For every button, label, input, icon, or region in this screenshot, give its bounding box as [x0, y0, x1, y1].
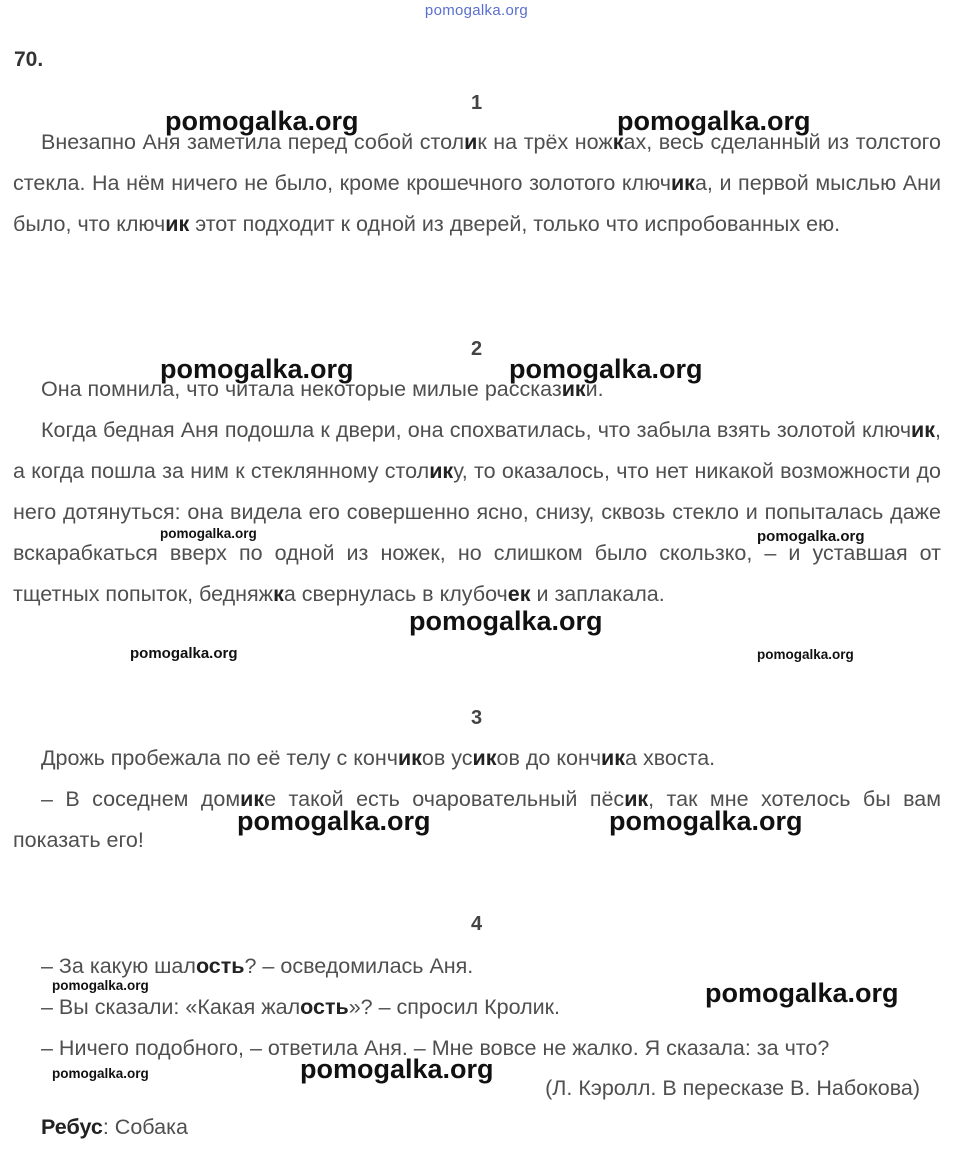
watermark: pomogalka.org — [609, 806, 803, 836]
watermark: pomogalka.org — [757, 647, 854, 662]
bold-suffix: к — [612, 130, 624, 154]
watermark: pomogalka.org — [160, 354, 354, 384]
watermark: pomogalka.org — [509, 354, 703, 384]
watermark: pomogalka.org — [409, 606, 603, 636]
bold-suffix: ик — [561, 377, 586, 401]
bold-suffix: к — [273, 582, 284, 606]
bold-suffix: ость — [195, 954, 245, 978]
rebus-value: : Собака — [102, 1115, 188, 1139]
section-number-3: 3 — [470, 707, 483, 729]
watermark: pomogalka.org — [52, 978, 149, 993]
bold-suffix: ик — [429, 459, 454, 483]
exercise-number: 70. — [14, 48, 44, 71]
citation: (Л. Кэролл. В пересказе В. Набокова) — [545, 1076, 920, 1100]
bold-suffix: и — [464, 130, 478, 154]
bold-suffix: ик — [624, 787, 649, 811]
bold-suffix: ик — [240, 787, 265, 811]
section-3-paragraph-1: Дрожь пробежала по её телу с кончиков усиков до кончика хвоста. — [41, 746, 716, 770]
rebus-label: Ребус — [41, 1115, 103, 1139]
watermark: pomogalka.org — [130, 645, 238, 662]
dialogue-line-1: – За какую шалость? – осведомилась Аня. — [41, 954, 474, 978]
watermark: pomogalka.org — [52, 1066, 149, 1081]
watermark: pomogalka.org — [300, 1054, 494, 1084]
watermark: pomogalka.org — [617, 106, 811, 136]
bold-suffix: ик — [601, 746, 626, 770]
watermark: pomogalka.org — [757, 528, 865, 545]
site-link[interactable]: pomogalka.org — [424, 2, 529, 19]
bold-suffix: ек — [507, 582, 531, 606]
bold-suffix: ик — [472, 746, 497, 770]
dialogue-line-3: – Ничего подобного, – ответила Аня. – Мне вовсе не жалко. Я сказала: за что? — [41, 1036, 830, 1060]
dialogue-line-2: – Вы сказали: «Какая жалость»? – спросил Кролик. — [41, 995, 561, 1019]
bold-suffix: ик — [670, 171, 695, 195]
section-1-paragraph: Внезапно Аня заметила перед собой столик на трёх ножках, весь сделанный из толстого стекла. На нём ничего не было, кроме крошечного золотого ключика, и первой мыслью Ани было, что ключик этот подходит к одной из дверей, только что испробованных ею. — [13, 130, 941, 236]
section-number-2: 2 — [470, 338, 483, 360]
watermark: pomogalka.org — [237, 806, 431, 836]
watermark: pomogalka.org — [705, 978, 899, 1008]
watermark: pomogalka.org — [165, 106, 359, 136]
rebus-answer — [41, 1115, 188, 1140]
section-number-1: 1 — [470, 92, 483, 114]
bold-suffix: ик — [165, 212, 190, 236]
section-2-paragraph-1: Она помнила, что читала некоторые милые рассказики. — [41, 377, 604, 401]
section-3-paragraph-2: – В соседнем домике такой есть очаровательный пёсик, так мне хотелось бы вам показать его! — [13, 787, 941, 852]
bold-suffix: ость — [300, 995, 349, 1019]
section-2-paragraph-2: Когда бедная Аня подошла к двери, она спохватилась, что забыла взять золотой ключик, а когда пошла за ним к стеклянному столику, то оказалось, что нет никакой возможности до него дотянуться: она видела его совершенно ясно, снизу, сквозь стекло и попыталась даже вскарабкаться вверх по одной из ножек, но слишком было скользко, – и уставшая от тщетных попыток, бедняжка свернулась в клубочек и заплакала. — [13, 418, 941, 606]
section-number-4: 4 — [470, 913, 483, 935]
bold-suffix: ик — [397, 746, 422, 770]
watermark: pomogalka.org — [160, 526, 257, 541]
bold-suffix: ик — [911, 418, 936, 442]
